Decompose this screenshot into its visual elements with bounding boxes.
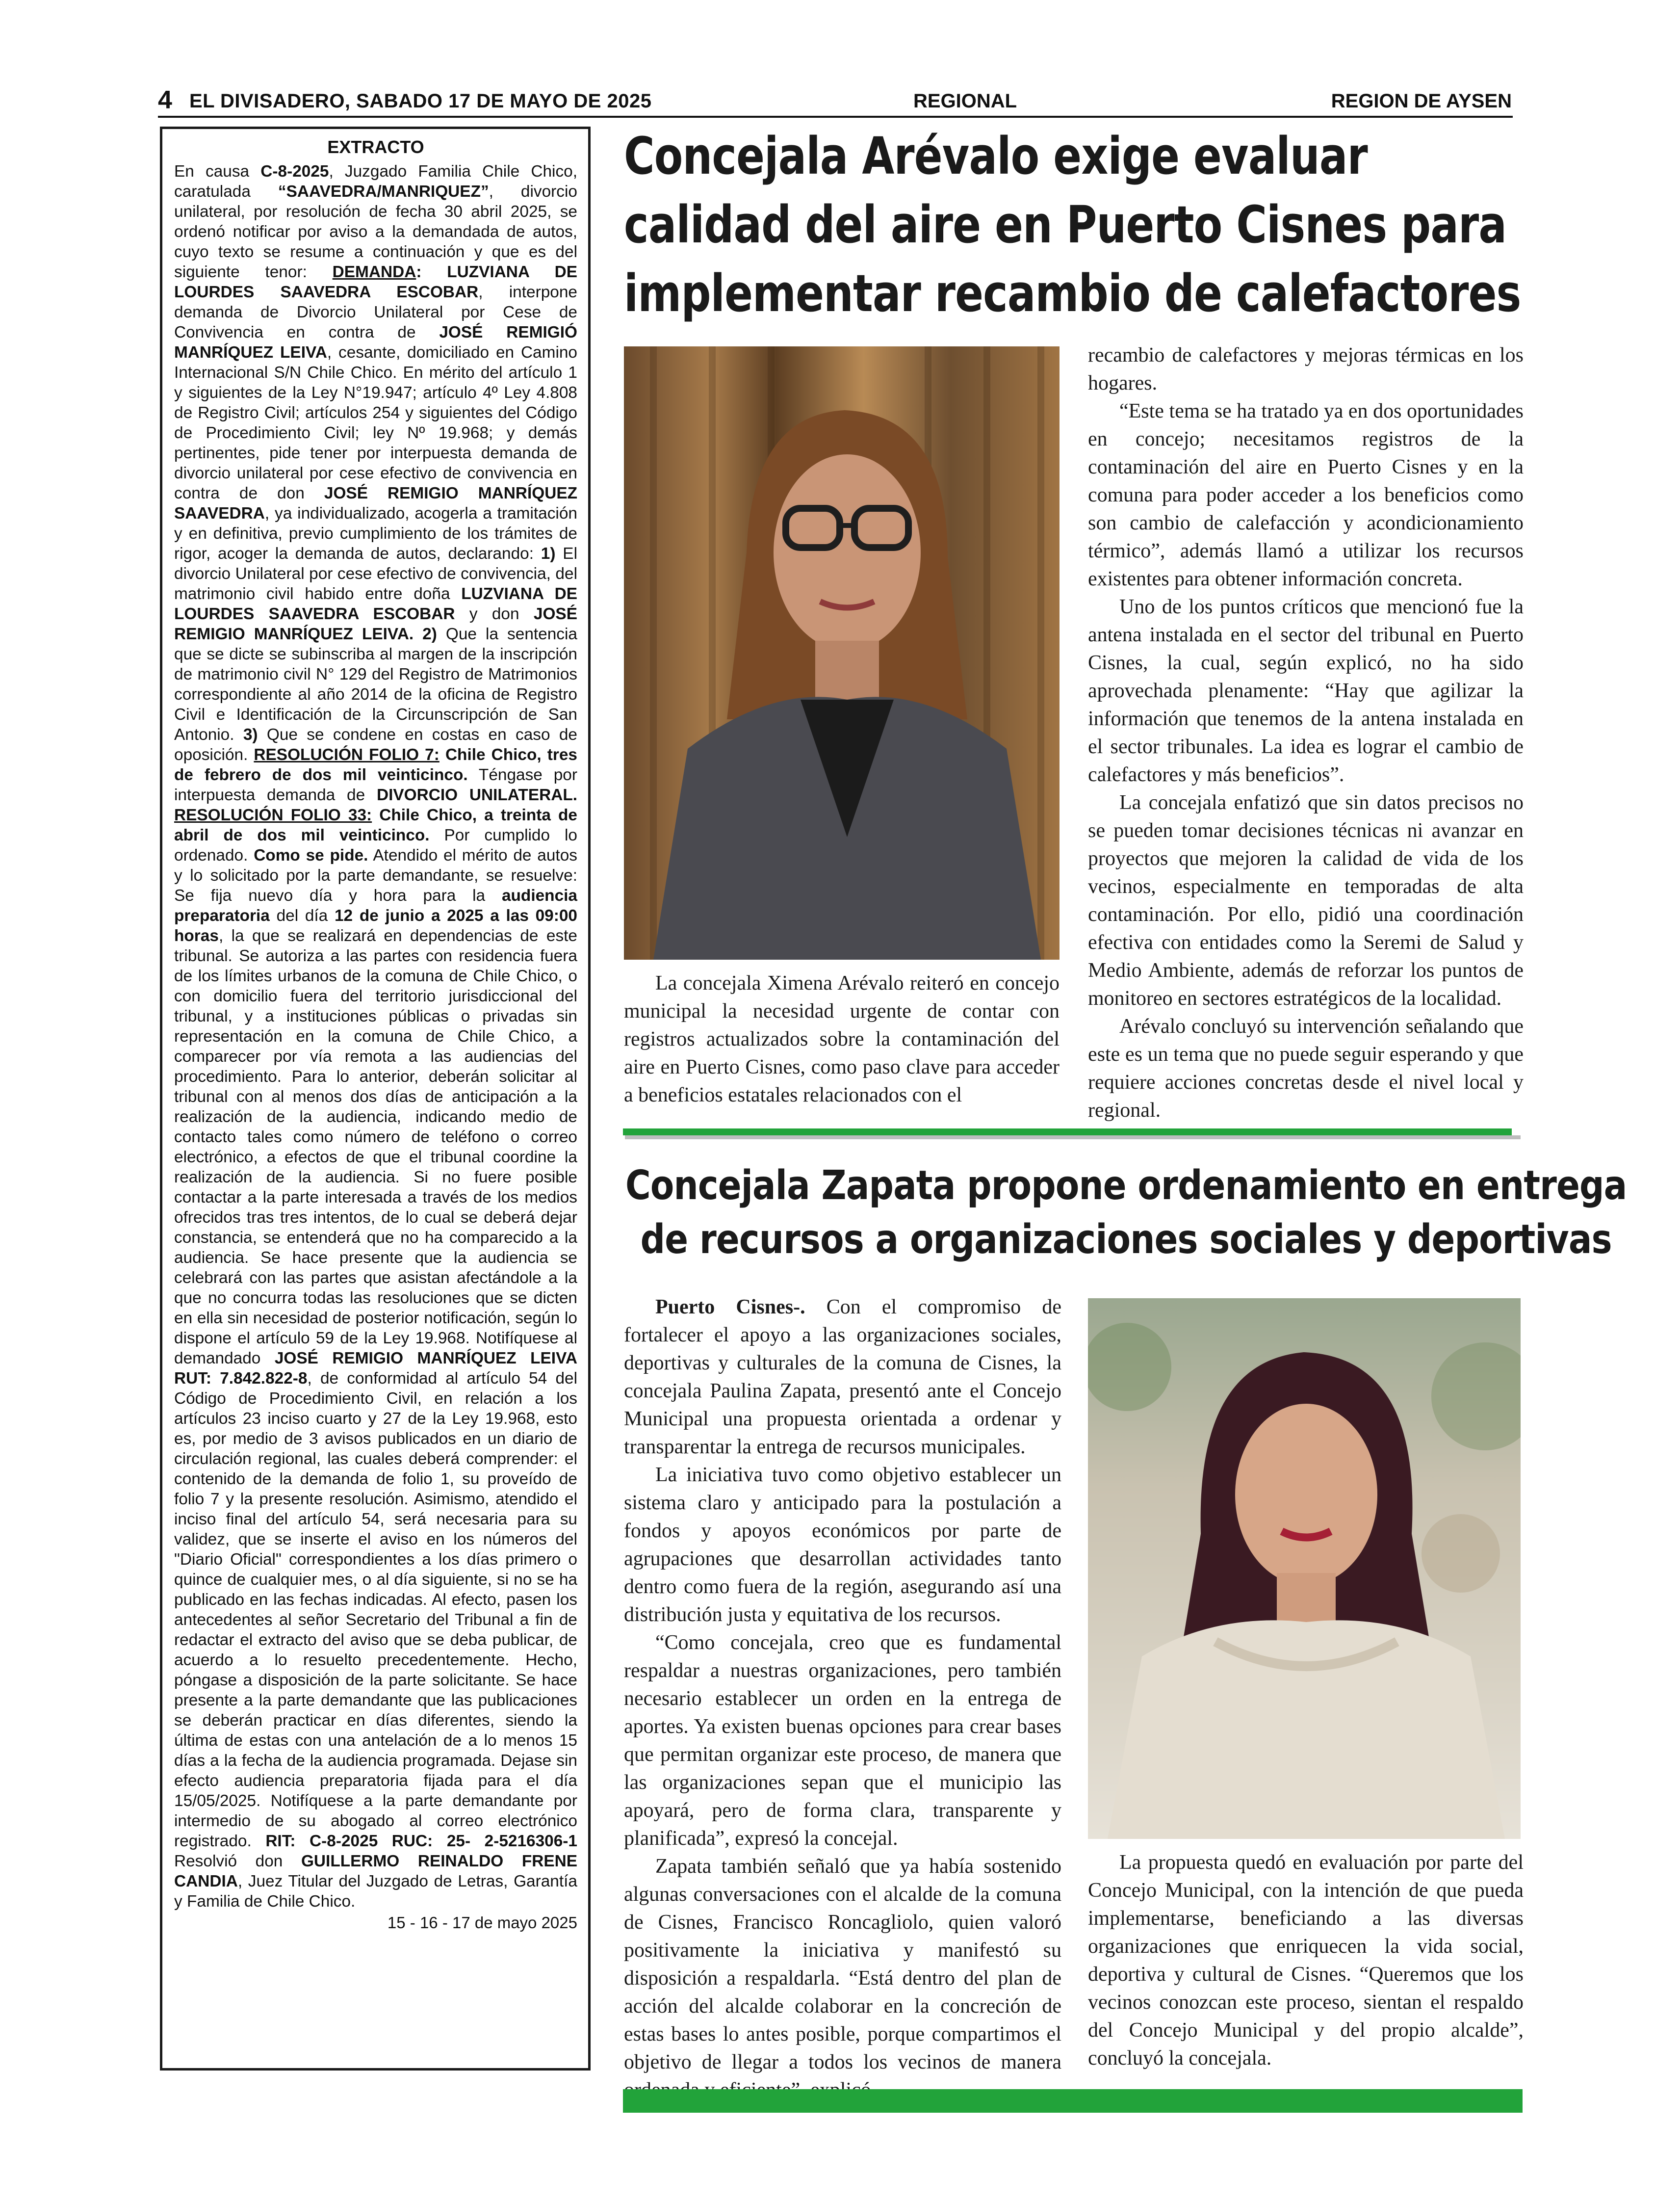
article1-paragraph: La concejala enfatizó que sin datos precisos no se pueden tomar decisiones técnicas ni avanzar en proyectos que mejoren la calidad de vida de los vecinos, especialmente en temporadas de alta contaminación. Por ello, pidió una coordinación efectiva con entidades como la Seremi de Salud y Medio Ambiente, además de reforzar los puntos de monitoreo en sectores estratégicos de la localidad. [1088, 791, 1524, 1010]
article1-paragraph: recambio de calefactores y mejoras térmicas en los hogares. [1088, 344, 1524, 394]
legal-notice-dates: 15 - 16 - 17 de mayo 2025 [387, 1914, 577, 1932]
caption-text: La concejala Ximena Arévalo reiteró en concejo municipal la necesidad urgente de contar con registros actualizados sobre la contaminación del aire en Puerto Cisnes, como paso clave para acceder a beneficios estatales relacionados con el [624, 972, 1060, 1106]
article2-paragraph: Zapata también señaló que ya había sostenido algunas conversaciones con el alcalde de la comuna de Cisnes, Francisco Roncagliolo, quien valoró positivamente la iniciativa y manifestó su disposición a respaldarla. “Está dentro del plan de acción del alcalde colaborar en la concreción de estas bases lo antes posible, porque compartimos el objetivo de llegar a todos los vecinos de manera [624, 1855, 1061, 2073]
article1-paragraph: “Este tema se ha tratado ya en dos oportunidades en concejo; necesitamos registros de la contaminación del aire en Puerto Cisnes y en la comuna para poder acceder a los beneficios como son cambio de calefacción y acondicionamiento térmico”, además llamó a utilizar los recursos existentes para obtener información concreta. [1088, 400, 1524, 590]
headline-line: calidad del aire en Puerto Cisnes para [624, 195, 1507, 255]
page-header [158, 88, 1512, 118]
section-divider [623, 1128, 1512, 1135]
article2-paragraph: La iniciativa tuvo como objetivo establecer un sistema claro y anticipado para la postulación a fondos y apoyos económicos por parte de agrupaciones que desarrollan actividades tanto dentro como fuera de la región, asegurando así una distribución justa y equitativa de los recursos. [624, 1464, 1061, 1626]
header-rule [158, 116, 1513, 118]
headline-line: implementar recambio de calefactores [624, 263, 1521, 323]
publication-date: EL DIVISADERO, SABADO 17 DE MAYO DE 2025 [189, 90, 652, 112]
article1-photo-caption [624, 970, 1060, 1109]
section-divider-shadow [625, 1135, 1521, 1139]
page-number: 4 [158, 86, 172, 114]
bottom-green-bar [623, 2089, 1523, 2113]
article2-paragraph: La propuesta quedó en evaluación por parte del Concejo Municipal, con la intención de que pueda implementarse, beneficiando a las diversas organizaciones que enriquecen la vida social, deportiva y cultural de Cisnes. “Queremos que los vecinos conozcan este proceso, sientan el respaldo del Concejo Municipal y del propio alcalde”, concluyó la concejala. [1088, 1851, 1524, 2070]
headline-line: de recursos a organizaciones sociales y deportivas [640, 1216, 1612, 1263]
article2-headline [625, 1159, 1627, 1267]
legal-notice-title: EXTRACTO [327, 137, 424, 157]
article1-paragraph: Arévalo concluyó su intervención señalando que este es un tema que no puede seguir esperando y que requiere acciones concretas desde el nivel local y regional. [1088, 1015, 1524, 1122]
article2-closing [1088, 1849, 1524, 2072]
article2-photo [1088, 1298, 1521, 1839]
dateline: Puerto Cisnes-. [655, 1296, 805, 1318]
article1-body [1088, 341, 1524, 1125]
article1-paragraph: Uno de los puntos críticos que mencionó fue la antena instalada en el sector del tribunal en Puerto Cisnes, la cual, según explicó, no ha sido aprovechada plenamente: “Hay que agilizar la información que tenemos de la antena instalada en el sector tribunales. La idea es lograr el cambio de calefactores y más beneficios”. [1088, 596, 1524, 786]
article2-lead [624, 1293, 1061, 1461]
lead-text: Con el compromiso de fortalecer el apoyo a las organizaciones sociales, deportivas y culturales de la comuna de Cisnes, la concejala Paulina Zapata, presentó ante el Concejo Municipal una propuesta orientada a ordenar y transparentar la entrega de recursos municipales. [624, 1296, 1061, 1458]
region-label: REGION DE AYSEN [1331, 90, 1512, 112]
article1-headline [624, 122, 1521, 328]
section-label: REGIONAL [913, 90, 1017, 112]
portrait-illustration [1088, 1298, 1521, 1839]
headline-line: Concejala Zapata propone ordenamiento en entrega [625, 1162, 1627, 1209]
article1-photo [624, 346, 1060, 960]
legal-notice-body: En causa C-8-2025, Juzgado Familia Chile Chico, caratulada “SAAVEDRA/MANRIQUEZ”, divorcio unilateral, por resolución de fecha 30 abril 2025, se ordenó notificar por aviso a la demandada de autos, cuyo texto se resume a continuación y que es del siguiente tenor: DEMANDA: LUZVIANA DE LOURDES SAAVEDRA ESCOBAR, interpone demanda de Divorcio Unilateral por Cese de Convivencia en contra de JOSÉ REMIGIÓ MANRÍQUEZ LEIVA, cesante, domiciliado en Camino Internacional S/N Chile Chico. En mérito del artículo 1 y siguientes de la Ley N°19.947; artículo 4º Ley 4.808 de Registro Civil; artículos 254 y siguientes del Código de Procedimiento Civil; ley Nº 19.968; y demás pertinentes, pide tener por interpuesta demanda de divorcio unilateral por cese efectivo de convivencia en contra de don JOSÉ REMIGIO MANRÍQUEZ SAAVEDRA, ya individualizado, acogerla a tramitación y en definitiva, previo cumplimiento de los trámites de rigor, acoger la demanda de autos, declarando: 1) El divorcio Unilateral por cese efectivo de convivencia, del matrimonio civil habido entre doña LUZVIANA DE LOURDES SAAVEDRA ESCOBAR y don JOSÉ REMIGIO MANRÍQUEZ LEIVA. 2) Que la sentencia que se dicte se subinscriba al margen de la inscripción de matrimonio civil N° 129 del Registro de Matrimonios correspondiente al año 2014 de la oficina de Registro Civil e Identificación de la Circunscripción de San Antonio. 3) Que se condene en costas en caso de oposición. RESOLUCIÓN FOLIO 7: Chile Chico, tres de febrero de dos mil veinticinco. Téngase por interpuesta demanda de DIVORCIO UNILATERAL. RESOLUCIÓN FOLIO 33: Chile Chico, a treinta de abril de dos mil veinticinco. Por cumplido lo ordenado. Como se pide. Atendido el mérito de autos y lo solicitado por la parte demandante, se resuelve: Se fija nuevo día y hora para la audiencia preparatoria del día 12 de junio a 2025 a las 09:00 horas, la que se realizará en dependencias de este tribunal. Se autoriza a las partes con residencia fuera de los límites urbanos de la comuna de Chile Chico, o con domicilio fuera del territorio jurisdiccional del tribunal, y a instituciones públicas o privadas sin representación en la comuna de Chile Chico, a comparecer por vía remota a las audiencias del procedimiento. Para lo anterior, deberán solicitar al tribunal con al menos dos días de anticipación a la realización de la audiencia, indicando medio de contacto tales como número de teléfono o correo electrónico, a efectos de que el tribunal coordine la realización de la audiencia. Si no fuere posible contactar a la parte interesada a través de los medios ofrecidos tras tres intentos, de lo cual se deberá dejar constancia, se entenderá que no ha comparecido a la audiencia. Se hace presente que la audiencia se celebrará con las partes que asistan afectándole a la que no concurra todas las resoluciones que se dicten en ella sin necesidad de posterior notificación, según lo dispone el artículo 59 de la Ley 19.968. Notifíquese al demandado JOSÉ REMIGIO MANRÍQUEZ LEIVA RUT: 7.842.822-8, de conformidad al artículo 54 del Código de Procedimiento Civil, en relación a los artículos 23 inciso cuarto y 27 de la Ley 19.968, esto es, por medio de 3 avisos publicados en un diario de circulación regional, las cuales deberá comprender: el contenido de la demanda de folio 1, su proveído de folio 7 y la presente resolución. Asimismo, atendido el inciso final del artículo 54, será necesaria para su validez, que se inserte el aviso en los números del "Diario Oficial" correspondientes a los días primero o quince de cualquier mes, o al día siguiente, si no se ha publicado en las fechas indicadas. Al efecto, pasen los antecedentes al señor Secretario del Tribunal a fin de redactar el extracto del aviso que se deba publicar, de acuerdo a lo resuelto precedentemente. Hecho, póngase a disposición de la parte solicitante. Se hace presente a la parte demandante que las publicaciones se deberán practicar en días diferentes, siendo la última de estas con una antelación de a lo menos 15 días a la fecha de la audiencia programada. Dejase sin efecto audiencia preparatoria fijada para el día 15/05/2025. Notifíquese a la parte demandante por intermedio de su abogado al correo electrónico registrado. RIT: C-8-2025 RUC: 25- 2-5216306-1 Resolvió don GUILLERMO REINALDO FRENE CANDIA, Juez Titular del Juzgado de Letras, Garantía y Familia de Chile Chico. [174, 162, 578, 1911]
article2-paragraph: “Como concejala, creo que es fundamental respaldar a nuestras organizaciones, pero también necesario establecer un orden en la entrega de aportes. Ya existen buenas opciones para crear bases que permitan organizar este proceso, de manera que las organizaciones sepan que el municipio las apoyará, pero de forma clara, transparente y planificada”, expresó la concejal. [624, 1631, 1061, 1850]
article2-body [624, 1293, 1061, 2104]
portrait-illustration [624, 346, 1060, 960]
headline-line: Concejala Arévalo exige evaluar [624, 126, 1368, 186]
legal-notice-box [160, 127, 591, 2071]
